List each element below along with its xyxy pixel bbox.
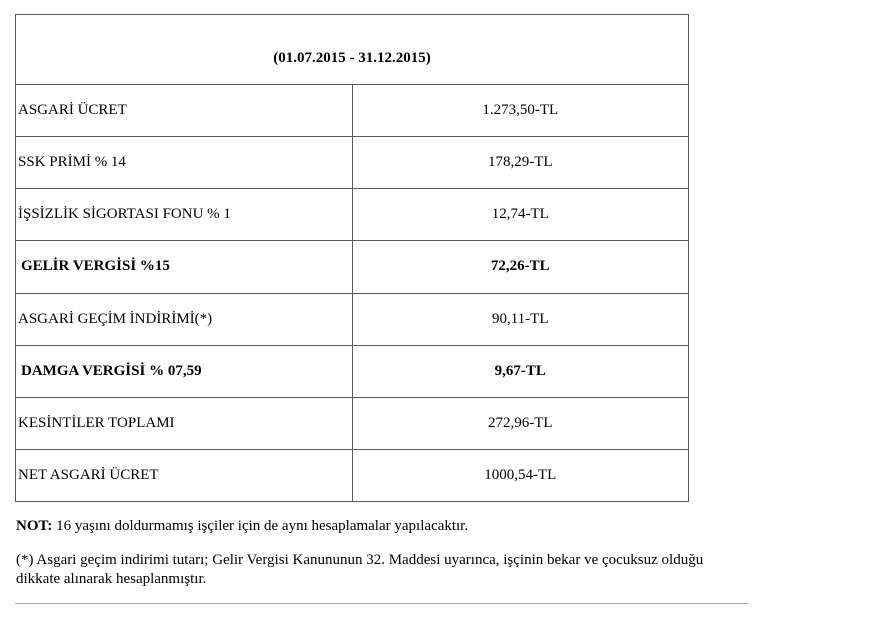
table-row bbox=[16, 189, 689, 241]
note-text: 16 yaşını doldurmamış işçiler için de aynı hesaplamalar yapılacaktır. bbox=[52, 518, 469, 534]
row-label: SSK PRİMİ % 14 bbox=[16, 137, 353, 189]
row-label: NET ASGARİ ÜCRET bbox=[16, 449, 353, 501]
row-label: ASGARİ ÜCRET bbox=[16, 85, 353, 137]
table-row bbox=[16, 293, 689, 345]
note-paragraph bbox=[16, 517, 468, 536]
table-row bbox=[16, 241, 689, 293]
table-row bbox=[16, 449, 689, 501]
table-row bbox=[16, 345, 689, 397]
footnote-paragraph: (*) Asgari geçim indirimi tutarı; Gelir Vergisi Kanununun 32. Maddesi uyarınca, işçinin bekar ve çocuksuz olduğu dikkate alınarak hesaplanmıştır. bbox=[16, 552, 704, 587]
table-row bbox=[16, 137, 689, 189]
row-value: 90,11-TL bbox=[352, 293, 689, 345]
row-value: 9,67-TL bbox=[352, 345, 689, 397]
row-label: ASGARİ GEÇİM İNDİRİMİ(*) bbox=[16, 293, 353, 345]
row-value: 178,29-TL bbox=[352, 137, 689, 189]
minimum-wage-table bbox=[15, 14, 689, 502]
row-value: 272,96-TL bbox=[352, 397, 689, 449]
divider bbox=[15, 603, 748, 604]
row-value: 12,74-TL bbox=[352, 189, 689, 241]
row-value: 72,26-TL bbox=[352, 241, 689, 293]
row-label: GELİR VERGİSİ %15 bbox=[16, 241, 353, 293]
table-row bbox=[16, 397, 689, 449]
period-header: (01.07.2015 - 31.12.2015) bbox=[16, 15, 689, 85]
row-value: 1000,54-TL bbox=[352, 449, 689, 501]
table-row bbox=[16, 85, 689, 137]
row-value: 1.273,50-TL bbox=[352, 85, 689, 137]
period-row bbox=[16, 15, 689, 85]
row-label: KESİNTİLER TOPLAMI bbox=[16, 397, 353, 449]
row-label: İŞSİZLİK SİGORTASI FONU % 1 bbox=[16, 189, 353, 241]
row-label: DAMGA VERGİSİ % 07,59 bbox=[16, 345, 353, 397]
note-label: NOT: bbox=[16, 518, 53, 534]
